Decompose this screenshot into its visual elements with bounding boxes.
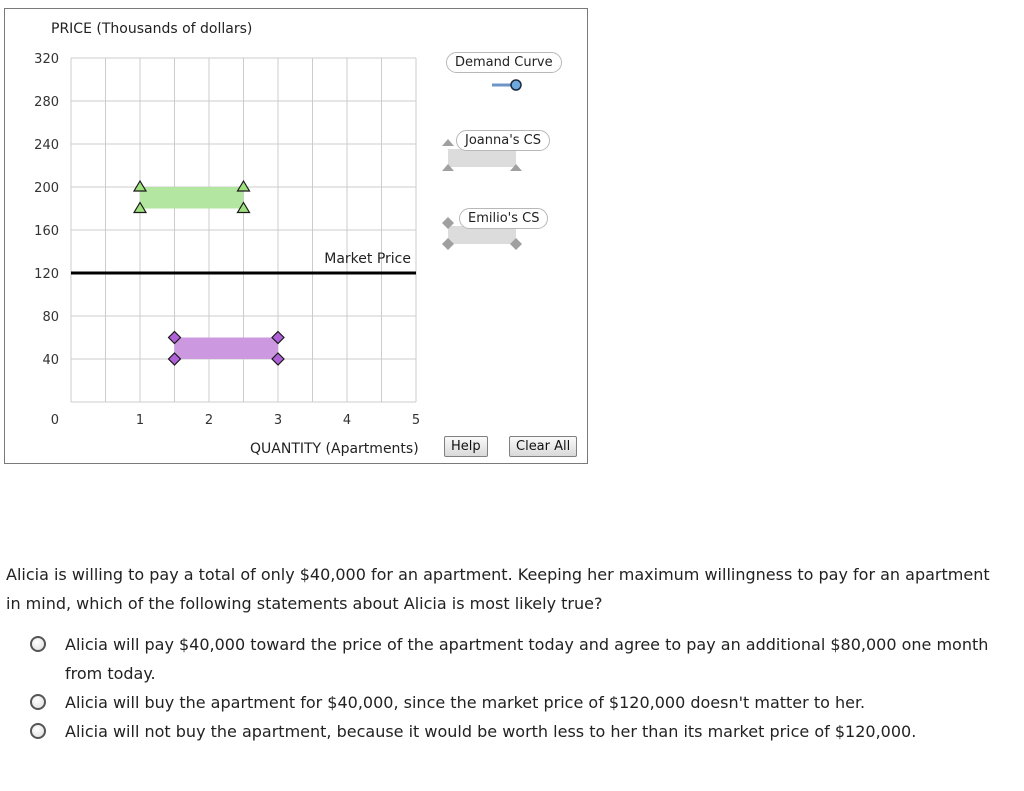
joanna-cs-legend-label: Joanna's CS xyxy=(456,130,550,151)
y-tick-label: 280 xyxy=(34,95,59,110)
graph-svg xyxy=(5,9,587,463)
demand-curve-tool-icon[interactable] xyxy=(492,80,521,90)
emilio-cs-area xyxy=(175,338,279,360)
radio-button[interactable] xyxy=(30,723,46,739)
y-tick-label: 120 xyxy=(34,267,59,282)
answer-option-label: Alicia will pay $40,000 toward the price of the apartment today and agree to pay an additional $80,000 one month from today. xyxy=(65,635,989,683)
clear-all-button[interactable]: Clear All xyxy=(509,436,577,457)
x-axis-ticks xyxy=(136,413,420,428)
x-tick-label: 5 xyxy=(411,413,421,428)
market-price-label: Market Price xyxy=(324,251,411,267)
y-axis-ticks xyxy=(34,52,59,428)
joanna-cs-shape[interactable] xyxy=(134,181,250,213)
answer-option-label: Alicia will buy the apartment for $40,000, since the market price of $120,000 doesn't matter to her. xyxy=(65,693,866,712)
answer-option[interactable] xyxy=(30,717,1020,746)
y-tick-label: 160 xyxy=(34,224,59,239)
joanna-cs-handle xyxy=(134,181,146,191)
y-axis-title: PRICE (Thousands of dollars) xyxy=(51,21,253,37)
y-tick-label: 240 xyxy=(34,138,59,153)
answer-option[interactable] xyxy=(30,630,1020,688)
graph-panel xyxy=(4,8,588,464)
y-tick-label: 200 xyxy=(34,181,59,196)
x-tick-label: 3 xyxy=(273,413,283,428)
x-axis-title: QUANTITY (Apartments) xyxy=(250,441,419,457)
joanna-cs-handle xyxy=(238,181,250,191)
joanna-cs-area xyxy=(140,187,244,209)
radio-button[interactable] xyxy=(30,636,46,652)
y-tick-label: 80 xyxy=(42,310,59,325)
question-text: Alicia is willing to pay a total of only $40,000 for an apartment. Keeping her maximum willingness to pay for an apartment in mind, which of the following statements about Alicia is most likely true? xyxy=(6,565,990,613)
help-button[interactable]: Help xyxy=(444,436,488,457)
answer-options xyxy=(30,630,1020,746)
y-tick-label: 40 xyxy=(42,353,59,368)
demand-curve-legend-label: Demand Curve xyxy=(446,52,562,73)
x-tick-label: 1 xyxy=(135,413,145,428)
x-tick-label: 2 xyxy=(204,413,214,428)
radio-button[interactable] xyxy=(30,694,46,710)
answer-option[interactable] xyxy=(30,688,1020,717)
x-tick-label: 4 xyxy=(342,413,352,428)
y-tick-label: 0 xyxy=(50,413,59,428)
answer-option-label: Alicia will not buy the apartment, because it would be worth less to her than its market price of $120,000. xyxy=(65,722,917,741)
emilio-cs-shape[interactable] xyxy=(169,332,285,366)
emilio-cs-legend-label: Emilio's CS xyxy=(459,208,548,229)
y-tick-label: 320 xyxy=(34,52,59,67)
